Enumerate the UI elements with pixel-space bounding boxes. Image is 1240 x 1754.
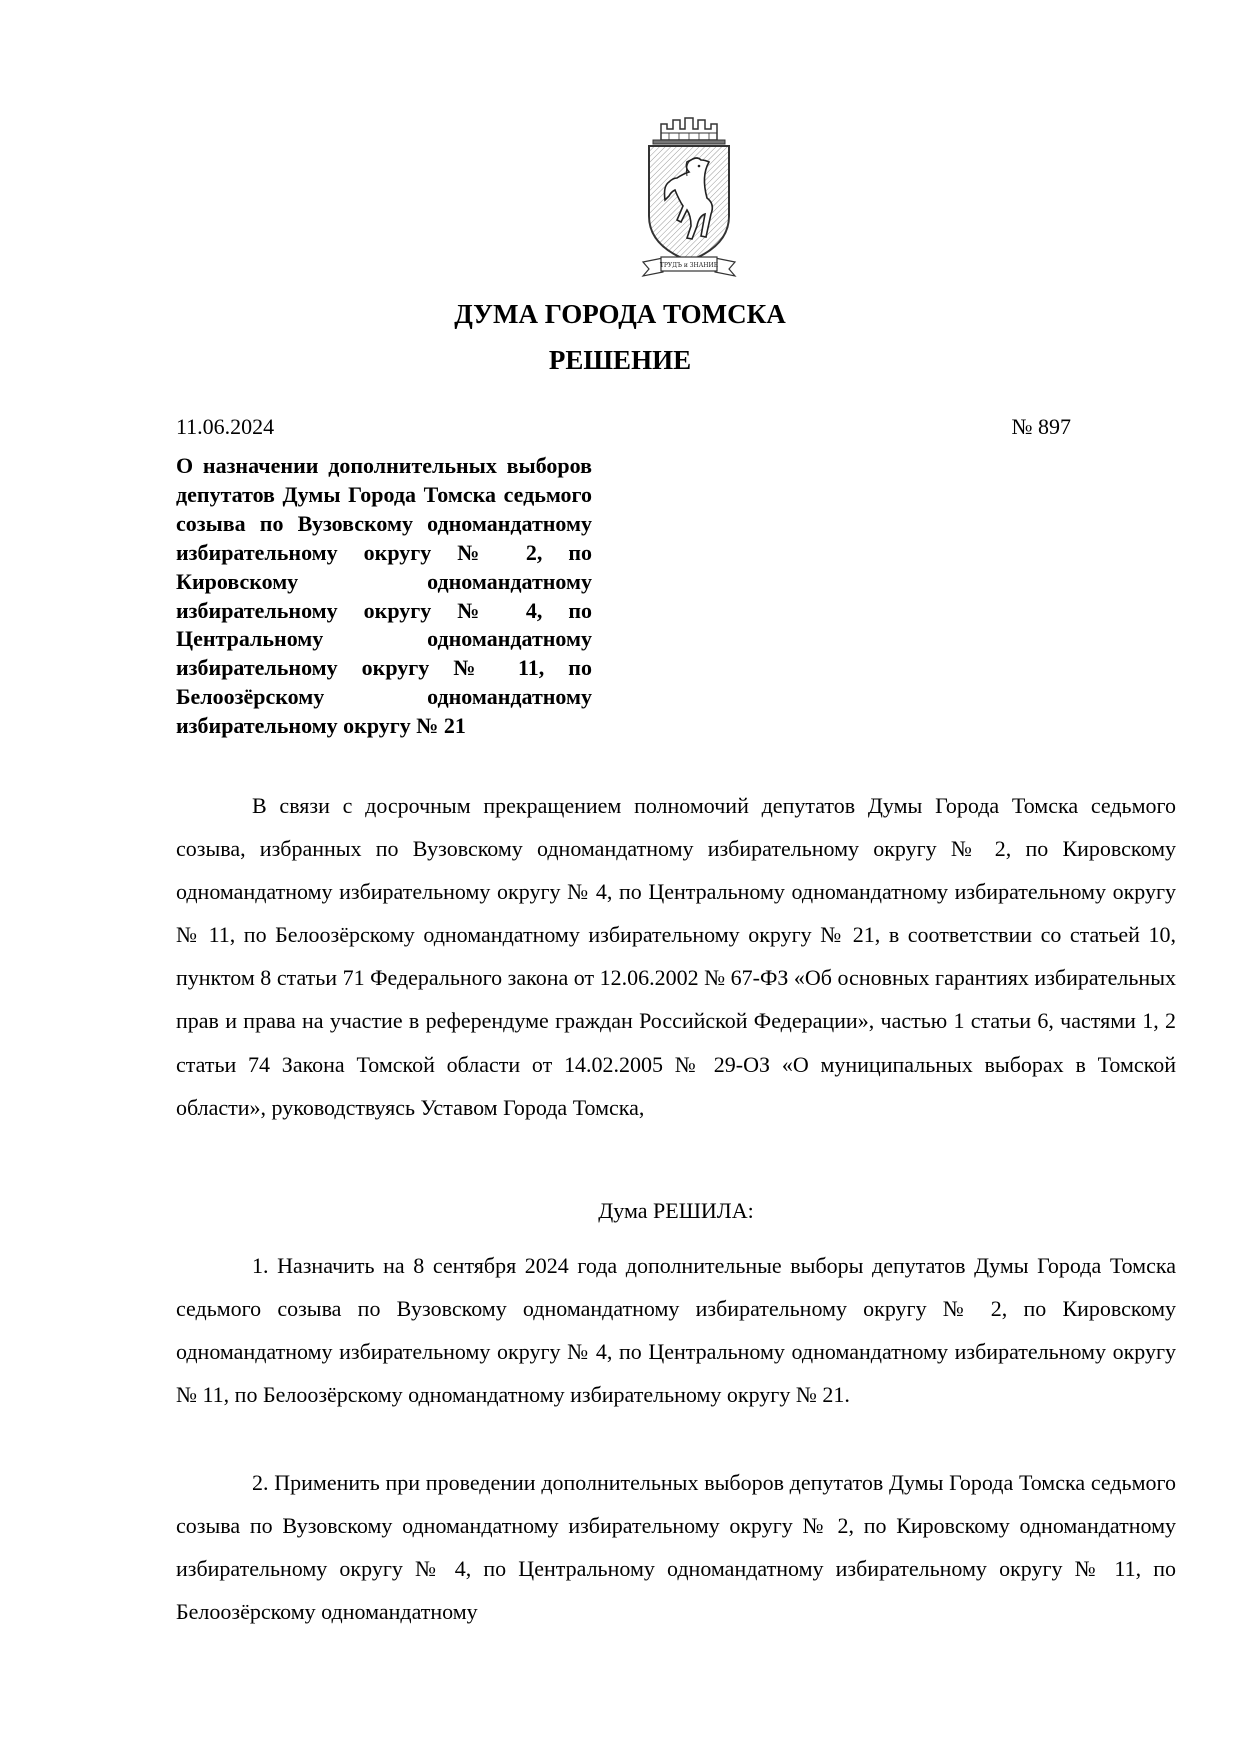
document-date: 11.06.2024 <box>176 414 275 439</box>
document-number: № 897 <box>1011 414 1071 439</box>
emblem-motto: ТРУДЪ и ЗНАНИЕ <box>659 262 719 269</box>
resolution-heading: Дума РЕШИЛА: <box>598 1198 754 1223</box>
document-type: РЕШЕНИЕ <box>548 345 692 375</box>
tomsk-coat-of-arms-icon <box>639 116 739 281</box>
resolution-item-1: 1. Назначить на 8 сентября 2024 года дополнительные выборы депутатов Думы Города Томска седьмого созыва по Вузовскому одномандатному избирательному округу № 2, по Кировскому одномандатному избирательному округу № 4, по Центральному одномандатному избирательному округу № 11, по Белоозёрскому одномандатному избирательному округу № 21. <box>176 1253 1176 1408</box>
subject-last-line: избирательному округу № 21 <box>176 713 466 739</box>
preamble-paragraph: В связи с досрочным прекращением полномочий депутатов Думы Города Томска седьмого созыва, избранных по Вузовскому одномандатному избирательному округу № 2, по Кировскому одномандатному избирательному округу № 4, по Центральному одномандатному избирательному округу № 11, по Белоозёрскому одномандатному избирательному округу № 21, в соответствии со статьей 10, пунктом 8 статьи 71 Федерального закона от 12.06.2002 № 67-ФЗ «Об основных гарантиях избирательных прав и права на участие в референдуме граждан Российской Федерации», частью 1 статьи 6, частями 1, 2 статьи 74 Закона Томской области от 14.02.2005 № 29-ОЗ «О муниципальных выборах в Томской области», руководствуясь Уставом Города Томска, <box>176 793 1176 1120</box>
resolution-item-2: 2. Применить при проведении дополнительных выборов депутатов Думы Города Томска седьмого созыва по Вузовскому одномандатному избирательному округу № 2, по Кировскому одномандатному избирательному округу № 4, по Центральному одномандатному избирательному округу № 11, по Белоозёрскому одномандатному <box>176 1470 1176 1625</box>
subject-main: О назначении дополнительных выборов депутатов Думы Города Томска седьмого созыва по Вузовскому одномандатному избирательному округу № 2, по Кировскому одномандатному избирательному округу № 4, по Центральному одномандатному избирательному округу № 11, по Белоозёрскому одномандатному <box>176 453 592 710</box>
organization-name: ДУМА ГОРОДА ТОМСКА <box>454 299 786 329</box>
document-subject <box>176 452 592 741</box>
